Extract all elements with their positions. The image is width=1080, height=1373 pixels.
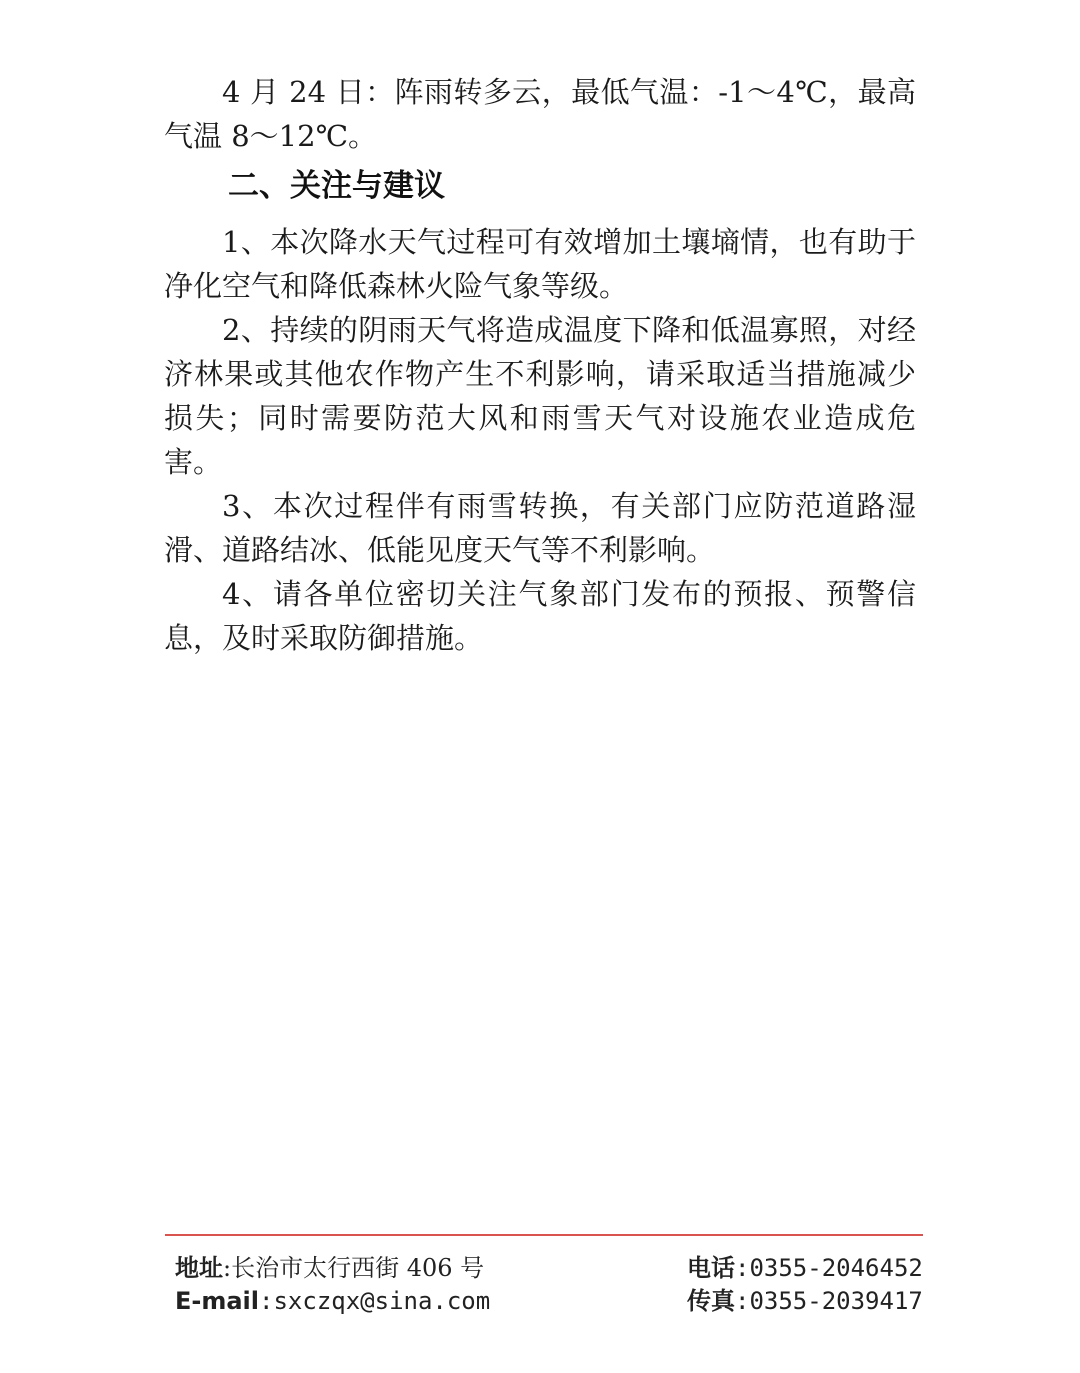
footer-email xyxy=(175,1285,490,1317)
footer-phone xyxy=(687,1252,923,1284)
advice-item-1: 1、本次降水天气过程可有效增加土壤墒情，也有助于净化空气和降低森林火险气象等级。 xyxy=(164,225,916,303)
footer-divider xyxy=(165,1234,923,1236)
phone-value: 0355-2046452 xyxy=(749,1254,923,1282)
email-label: E-mail xyxy=(175,1287,260,1315)
phone-label: 电话 xyxy=(687,1254,735,1282)
fax-value: 0355-2039417 xyxy=(749,1287,923,1315)
advice-list xyxy=(164,220,916,660)
advice-item-2: 2、持续的阴雨天气将造成温度下降和低温寡照，对经济林果或其他农作物产生不利影响，请采取适当措施减少损失；同时需要防范大风和雨雪天气对设施农业造成危害。 xyxy=(164,313,916,479)
fax-separator: : xyxy=(735,1287,750,1315)
phone-separator: : xyxy=(735,1254,750,1282)
forecast-apr24-text: 4 月 24 日：阵雨转多云，最低气温：-1～4℃，最高气温 8～12℃。 xyxy=(164,75,916,153)
email-separator: : xyxy=(259,1287,274,1315)
address-label: 地址 xyxy=(175,1254,223,1282)
forecast-paragraph xyxy=(164,70,916,158)
address-value: 长治市太行西街 406 号 xyxy=(231,1254,485,1282)
advice-item-3: 3、本次过程伴有雨雪转换，有关部门应防范道路湿滑、道路结冰、低能见度天气等不利影响。 xyxy=(164,489,916,567)
address-separator: : xyxy=(223,1254,232,1282)
fax-label: 传真 xyxy=(687,1287,735,1315)
email-value[interactable]: sxczqx@sina.com xyxy=(273,1287,491,1315)
section-heading: 二、关注与建议 xyxy=(228,168,445,204)
footer-address xyxy=(175,1252,484,1284)
advice-item-4: 4、请各单位密切关注气象部门发布的预报、预警信息，及时采取防御措施。 xyxy=(164,577,916,655)
footer-fax xyxy=(687,1285,923,1317)
